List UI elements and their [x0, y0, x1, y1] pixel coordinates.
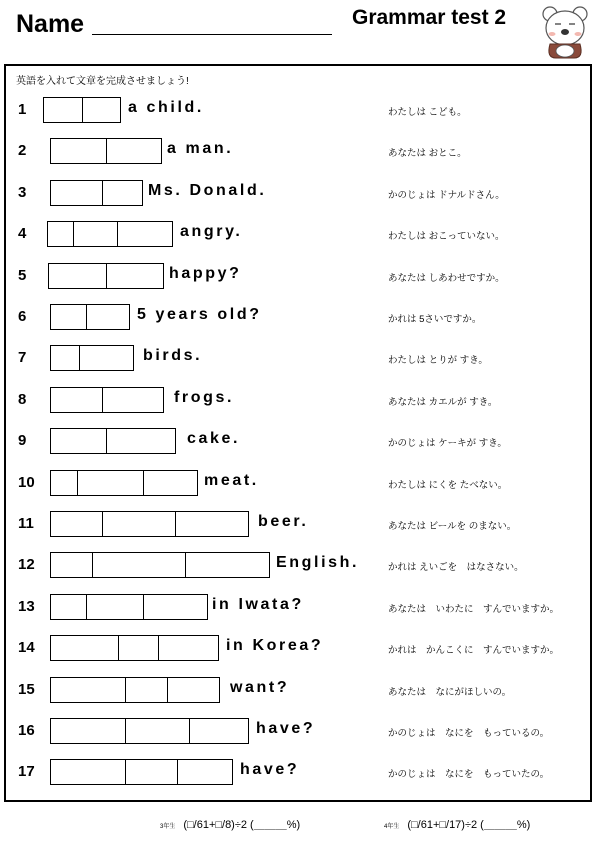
japanese-translation: わたしは こども。	[388, 107, 467, 118]
answer-boxes[interactable]	[50, 387, 164, 413]
question-row	[0, 343, 595, 373]
grade3-formula: (□/61+□/8)÷2 (＿＿＿%)	[183, 819, 301, 831]
page-title: Grammar test 2	[352, 6, 507, 29]
question-number: 7	[18, 349, 27, 367]
answer-box-divider	[77, 471, 78, 495]
score-formula-grade4	[384, 816, 530, 832]
answer-box-divider	[92, 553, 93, 577]
question-row	[0, 385, 595, 415]
answer-box-divider	[143, 595, 144, 619]
question-row	[0, 509, 595, 539]
english-sentence-end: have?	[240, 761, 300, 779]
name-label: Name	[16, 10, 85, 38]
answer-boxes[interactable]	[50, 428, 176, 454]
answer-box-divider	[158, 636, 159, 660]
question-row	[0, 302, 595, 332]
question-row	[0, 178, 595, 208]
answer-boxes[interactable]	[50, 718, 249, 744]
answer-box-divider	[118, 636, 119, 660]
question-row	[0, 757, 595, 787]
question-number: 1	[18, 101, 27, 118]
answer-boxes[interactable]	[47, 221, 173, 247]
answer-box-divider	[102, 512, 103, 536]
japanese-translation: わたしは おこっていない。	[388, 231, 505, 243]
grade4-label: 4年生	[384, 823, 400, 830]
answer-boxes[interactable]	[50, 345, 134, 371]
answer-boxes[interactable]	[50, 511, 249, 537]
english-sentence-end: Ms. Donald.	[148, 181, 267, 199]
english-sentence-end: English.	[276, 554, 360, 572]
english-sentence-end: angry.	[180, 223, 243, 241]
japanese-translation: あなたは なにがほしいの。	[388, 686, 512, 698]
answer-box-divider	[167, 678, 168, 702]
answer-box-divider	[143, 471, 144, 495]
answer-box-divider	[73, 222, 74, 246]
answer-boxes[interactable]	[50, 304, 130, 330]
question-number: 14	[18, 639, 35, 657]
answer-boxes[interactable]	[50, 677, 220, 703]
question-row	[0, 716, 595, 746]
english-sentence-end: a child.	[128, 99, 204, 116]
english-sentence-end: in Korea?	[226, 637, 324, 655]
question-row	[0, 592, 595, 622]
answer-boxes[interactable]	[43, 97, 121, 123]
question-number: 2	[18, 142, 27, 160]
answer-boxes[interactable]	[50, 470, 198, 496]
japanese-translation: かのじょは ドナルドさん。	[388, 189, 505, 201]
question-row	[0, 675, 595, 705]
question-row	[0, 468, 595, 498]
japanese-translation: あなたは しあわせですか。	[388, 272, 505, 284]
question-number: 6	[18, 308, 27, 325]
answer-box-divider	[102, 181, 103, 205]
japanese-translation: あなたは おとこ。	[388, 148, 467, 160]
answer-boxes[interactable]	[50, 594, 208, 620]
question-number: 9	[18, 432, 27, 450]
japanese-translation: かれは 5さいですか。	[388, 314, 482, 325]
question-number: 13	[18, 597, 35, 615]
english-sentence-end: birds.	[143, 347, 203, 365]
bear-icon	[540, 4, 590, 60]
answer-box-divider	[125, 678, 126, 702]
answer-box-divider	[117, 222, 118, 246]
english-sentence-end: 5 years old?	[137, 306, 262, 323]
question-number: 12	[18, 556, 35, 574]
question-number: 16	[18, 722, 35, 739]
japanese-translation: あなたは いわたに すんでいますか。	[388, 603, 560, 615]
question-number: 11	[18, 515, 34, 532]
answer-box-divider	[189, 719, 190, 743]
question-number: 4	[18, 225, 27, 243]
english-sentence-end: have?	[256, 720, 316, 737]
english-sentence-end: beer.	[258, 513, 309, 530]
answer-boxes[interactable]	[48, 263, 164, 289]
english-sentence-end: cake.	[187, 430, 241, 448]
grade4-formula: (□/61+□/17)÷2 (＿＿＿%)	[407, 819, 531, 831]
japanese-translation: かのじょは ケーキが すき。	[388, 438, 507, 450]
question-number: 10	[18, 473, 35, 491]
answer-box-divider	[102, 388, 103, 412]
english-sentence-end: frogs.	[174, 388, 235, 406]
answer-box-divider	[125, 719, 126, 743]
japanese-translation: あなたは カエルが すき。	[388, 396, 498, 408]
question-number: 8	[18, 390, 27, 408]
answer-box-divider	[106, 429, 107, 453]
answer-box-divider	[86, 595, 87, 619]
answer-box-divider	[79, 346, 80, 370]
answer-boxes[interactable]	[50, 552, 270, 578]
question-row	[0, 550, 595, 580]
question-row	[0, 95, 595, 125]
japanese-translation: あなたは ビールを のまない。	[388, 521, 517, 532]
answer-boxes[interactable]	[50, 635, 219, 661]
name-field[interactable]	[92, 34, 332, 35]
japanese-translation: かれは えいごを はなさない。	[388, 562, 524, 574]
answer-box-divider	[86, 305, 87, 329]
japanese-translation: かのじょは なにを もっているの。	[388, 728, 550, 739]
answer-box-divider	[177, 760, 178, 784]
question-row	[0, 426, 595, 456]
grade3-label: 3年生	[160, 823, 176, 830]
english-sentence-end: in Iwata?	[212, 595, 304, 613]
question-number: 17	[18, 763, 35, 781]
instruction-text: 英語を入れて文章を完成させましょう!	[16, 76, 189, 87]
japanese-translation: かのじょは なにを もっていたの。	[388, 769, 550, 781]
japanese-translation: わたしは とりが すき。	[388, 355, 488, 367]
answer-box-divider	[175, 512, 176, 536]
answer-boxes[interactable]	[50, 759, 233, 785]
english-sentence-end: happy?	[169, 264, 242, 282]
question-row	[0, 136, 595, 166]
english-sentence-end: meat.	[204, 471, 259, 489]
answer-box-divider	[185, 553, 186, 577]
answer-box-divider	[106, 264, 107, 288]
question-number: 5	[18, 266, 27, 284]
japanese-translation: かれは かんこくに すんでいますか。	[388, 645, 560, 657]
answer-box-divider	[106, 139, 107, 163]
japanese-translation: わたしは にくを たべない。	[388, 479, 508, 491]
answer-boxes[interactable]	[50, 180, 143, 206]
answer-box-divider	[125, 760, 126, 784]
question-row	[0, 633, 595, 663]
question-number: 15	[18, 680, 35, 698]
question-row	[0, 261, 595, 291]
question-row	[0, 219, 595, 249]
english-sentence-end: want?	[230, 678, 290, 696]
question-number: 3	[18, 183, 27, 201]
english-sentence-end: a man.	[167, 140, 234, 158]
answer-boxes[interactable]	[50, 138, 162, 164]
score-formula-grade3	[160, 816, 300, 832]
answer-box-divider	[82, 98, 83, 122]
